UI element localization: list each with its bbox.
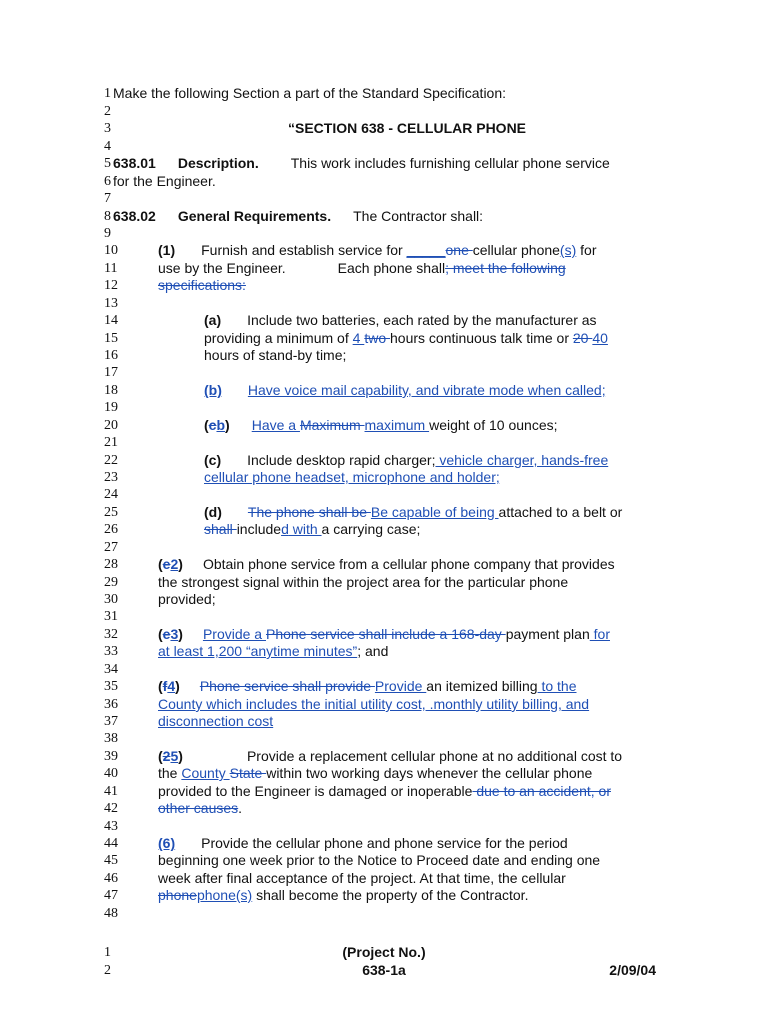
inserted-text: at least 1,200 “anytime minutes”: [158, 643, 358, 659]
line-number: 16: [104, 348, 118, 363]
item-text: the: [158, 765, 182, 781]
line-number: 22: [104, 453, 118, 468]
line-number: 38: [104, 731, 118, 746]
inserted-text: to the: [537, 678, 577, 694]
item-label: (a): [204, 312, 222, 328]
description-paragraph: [113, 155, 656, 173]
line-number: 30: [104, 592, 118, 607]
section-number: 638.01: [113, 155, 156, 171]
item-label: (c): [204, 452, 222, 468]
inserted-text: (s): [559, 242, 577, 258]
line-number: 35: [104, 679, 118, 694]
deleted-text: ; meet the following: [445, 260, 566, 276]
item-text: within two working days whenever the cellular phone: [266, 765, 593, 781]
deleted-text: The phone shall be: [247, 504, 371, 520]
footer-line-number: 1: [104, 945, 111, 960]
line-number: 14: [104, 313, 118, 328]
general-requirements-paragraph: [113, 208, 483, 226]
inserted-text: disconnection cost: [158, 713, 274, 729]
item-text: Provide the cellular phone and phone service for the period: [201, 835, 568, 851]
line-number: 5: [104, 156, 111, 171]
line-number: 34: [104, 662, 118, 677]
item-text: Provide a replacement cellular phone at no additional cost to: [246, 748, 623, 764]
line-number: 42: [104, 801, 118, 816]
item-6-line-4: [158, 887, 528, 905]
line-number: 28: [104, 557, 118, 572]
deleted-text: phone: [158, 887, 197, 903]
item-a-line-3: hours of stand-by time;: [204, 347, 347, 363]
line-number: 40: [104, 766, 118, 781]
item-text: Furnish and establish service for: [201, 242, 403, 258]
item-text: include: [236, 521, 282, 537]
footer-project-number: (Project No.): [342, 944, 426, 960]
section-heading: Description.: [177, 155, 259, 171]
line-number: 25: [104, 505, 118, 520]
line-number: 29: [104, 575, 118, 590]
item-4-line-2: [158, 696, 589, 714]
line-number: 41: [104, 784, 118, 799]
item-6-line-2: beginning one week prior to the Notice to Proceed date and ending one: [158, 852, 601, 868]
line-number: 31: [104, 609, 118, 624]
deleted-text: Phone service shall include a 168-day: [265, 626, 506, 642]
line-number: 15: [104, 331, 118, 346]
item-label: (6): [158, 835, 176, 851]
item-2-line-2: the strongest signal within the project area for the particular phone: [158, 574, 569, 590]
line-number: 32: [104, 627, 118, 642]
deleted-text: two: [364, 330, 390, 346]
deleted-text: 20: [572, 330, 593, 346]
intro-text: Make the following Section a part of the Standard Specification:: [113, 85, 507, 101]
section-number: 638.02: [113, 208, 156, 224]
line-number: 19: [104, 400, 118, 415]
inserted-text: Have voice mail capability, and vibrate mode when called;: [247, 382, 606, 398]
inserted-text: Be capable of being: [370, 504, 499, 520]
line-number: 47: [104, 888, 118, 903]
line-number: 26: [104, 522, 118, 537]
item-2-line-1: [158, 556, 615, 574]
inserted-text: phone(s): [196, 887, 253, 903]
item-label: (d): [204, 504, 222, 520]
line-number: 13: [104, 296, 118, 311]
description-text-cont: for the Engineer.: [113, 173, 216, 189]
item-text: payment plan: [505, 626, 590, 642]
item-1-line-1: [158, 242, 656, 260]
item-c-weight-line: [204, 417, 558, 435]
deleted-text: due to an accident, or: [472, 783, 611, 799]
section-title: “SECTION 638 - CELLULAR PHONE: [287, 120, 527, 136]
deleted-text: other causes: [158, 800, 239, 816]
item-2-line-3: provided;: [158, 591, 216, 607]
line-number: 2: [104, 104, 111, 119]
deleted-text: one: [445, 242, 473, 258]
line-number: 10: [104, 243, 118, 258]
item-label: (e2): [158, 556, 183, 572]
line-number: 37: [104, 714, 118, 729]
inserted-text: with: [288, 521, 322, 537]
line-number: 45: [104, 853, 118, 868]
item-4-line-1: [158, 678, 577, 696]
line-number: 36: [104, 697, 118, 712]
line-number: 7: [104, 191, 111, 206]
inserted-text: maximum: [364, 417, 430, 433]
inserted-text: Provide: [374, 678, 427, 694]
footer-page-number: 638-1a: [362, 962, 406, 978]
item-text: use by the Engineer.: [158, 260, 286, 276]
inserted-text: County which includes the initial utility cost, .monthly utility billing, and: [158, 696, 590, 712]
line-number: 39: [104, 749, 118, 764]
inserted-text: 4: [352, 330, 365, 346]
item-text: provided to the Engineer is damaged or inoperable: [158, 783, 473, 799]
item-6-line-3: week after final acceptance of the project. At that time, the cellular: [158, 870, 566, 886]
line-number: 43: [104, 819, 118, 834]
footer-line-number: 2: [104, 963, 111, 978]
inserted-text: cellular phone headset, microphone and holder;: [204, 469, 500, 485]
line-number: 33: [104, 644, 118, 659]
inserted-text: 40: [592, 330, 608, 346]
item-text: cellular phone: [472, 242, 560, 258]
item-4-line-3: [158, 713, 273, 731]
item-text: Include two batteries, each rated by the manufacturer as: [247, 312, 597, 328]
inserted-text: for: [589, 626, 610, 642]
item-label: (b): [204, 382, 222, 398]
inserted-text: vehicle charger, hands-free: [435, 452, 609, 468]
item-text: attached to a belt or: [498, 504, 623, 520]
item-label: (e3): [158, 626, 183, 642]
line-number: 23: [104, 470, 118, 485]
item-5-line-4: [158, 800, 242, 818]
item-a-line-2: [204, 330, 608, 348]
footer-date: 2/09/04: [609, 962, 656, 978]
deleted-text: Phone service shall provide: [199, 678, 375, 694]
line-number: 21: [104, 435, 118, 450]
item-text: ; and: [357, 643, 389, 659]
deleted-text: shall: [204, 521, 237, 537]
item-label: (f4): [158, 678, 180, 694]
line-number: 8: [104, 209, 111, 224]
item-c-charger-line-2: [204, 469, 500, 487]
line-number: 6: [104, 174, 111, 189]
line-number: 48: [104, 906, 118, 921]
item-5-line-3: [158, 783, 611, 801]
inserted-text: Provide a: [202, 626, 266, 642]
item-b-line: [204, 382, 606, 400]
item-d-line-1: [204, 504, 622, 522]
item-1-line-2: [158, 260, 656, 278]
item-a-line-1: [204, 312, 597, 330]
inserted-text: _____: [406, 242, 446, 258]
line-number: 3: [104, 121, 111, 136]
line-number: 44: [104, 836, 118, 851]
item-d-line-2: [204, 521, 420, 539]
item-6-line-1: [158, 835, 568, 853]
line-number: 1: [104, 86, 111, 101]
deleted-text: State: [229, 765, 267, 781]
inserted-text: County: [181, 765, 230, 781]
item-text: for: [580, 242, 597, 258]
section-heading: General Requirements.: [177, 208, 332, 224]
line-number: 17: [104, 365, 118, 380]
item-5-line-1: [158, 748, 622, 766]
inserted-text: d: [281, 521, 289, 537]
item-text: an itemized billing: [426, 678, 538, 694]
item-text: Each phone shall: [337, 260, 446, 276]
line-number: 20: [104, 418, 118, 433]
item-3-line-1: [158, 626, 610, 644]
line-number: 27: [104, 540, 118, 555]
line-number: 46: [104, 871, 118, 886]
item-label: (cb): [204, 417, 230, 433]
item-3-line-2: [158, 643, 388, 661]
line-number: 11: [104, 261, 118, 276]
item-label: (25): [158, 748, 183, 764]
item-text: providing a minimum of: [204, 330, 353, 346]
line-number: 9: [104, 226, 111, 241]
item-text: Obtain phone service from a cellular phone company that provides: [202, 556, 615, 572]
line-number: 18: [104, 383, 118, 398]
item-text: .: [238, 800, 243, 816]
item-label: (1): [158, 242, 176, 258]
item-text: Include desktop rapid charger;: [247, 452, 436, 468]
general-requirements-text: The Contractor shall:: [353, 208, 484, 224]
item-text: shall become the property of the Contractor.: [252, 887, 529, 903]
item-5-line-2: [158, 765, 592, 783]
item-text: hours continuous talk time or: [390, 330, 573, 346]
line-number: 24: [104, 487, 118, 502]
item-text: weight of 10 ounces;: [429, 417, 558, 433]
item-c-charger-line-1: [204, 452, 608, 470]
inserted-text: Have a: [251, 417, 300, 433]
description-text: This work includes furnishing cellular phone service: [290, 155, 610, 171]
deleted-text: Maximum: [299, 417, 365, 433]
item-1-line-3: [158, 277, 246, 295]
item-text: a carrying case;: [321, 521, 421, 537]
line-number: 4: [104, 139, 111, 154]
deleted-text: specifications:: [158, 277, 246, 293]
line-number: 12: [104, 278, 118, 293]
